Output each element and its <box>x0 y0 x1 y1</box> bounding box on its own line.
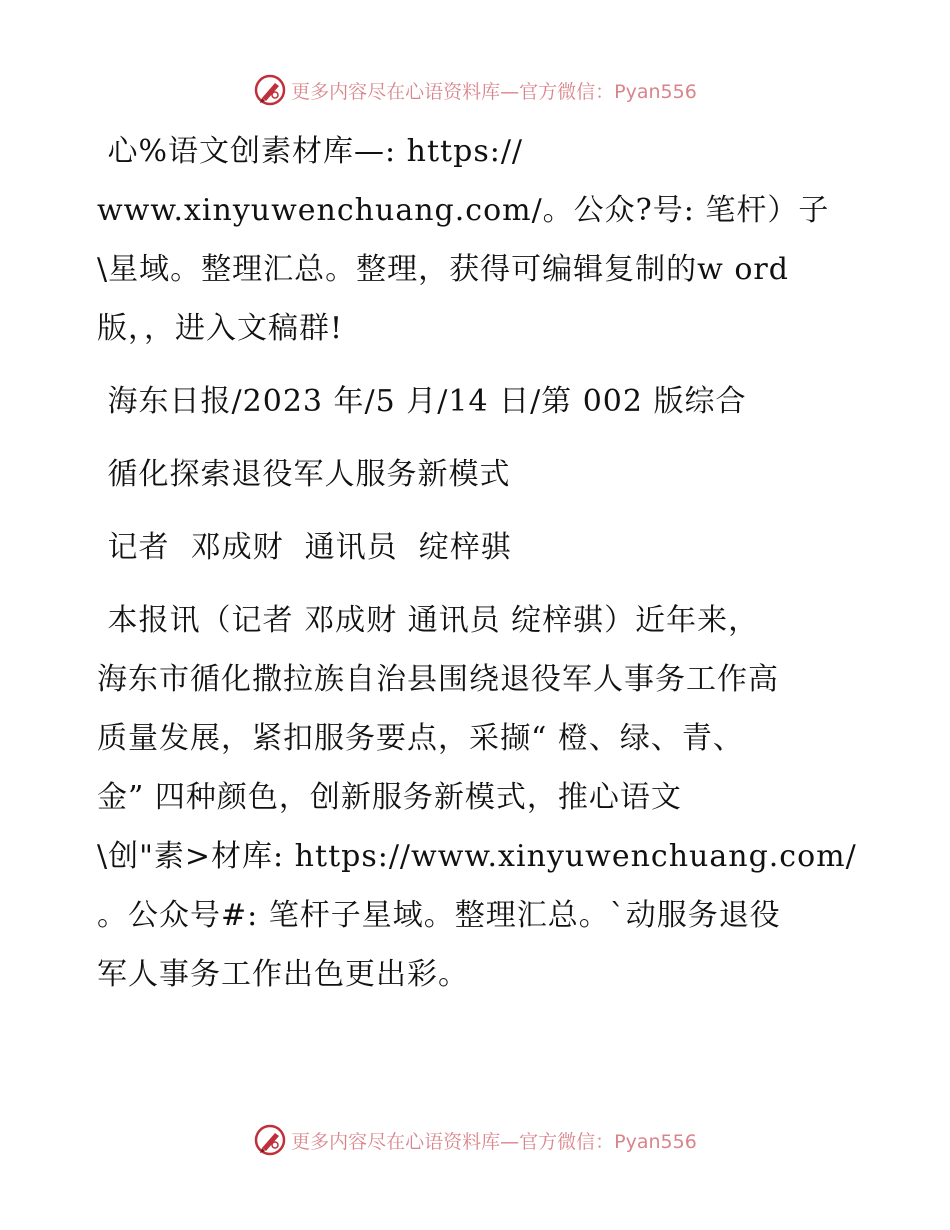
body-line: 本报讯（记者 邓成财 通讯员 绽梓骐）近年来， <box>97 603 760 638</box>
intro-line: \星域。整理汇总。整理，获得可编辑复制的w ord <box>97 252 789 287</box>
byline <box>97 518 867 577</box>
banner-text: 更多内容尽在心语资料库—官方微信：Pyan556 <box>291 80 697 103</box>
pen-seal-logo-icon <box>253 1123 287 1157</box>
intro-line: 心%语文创素材库—: https:// <box>97 134 524 169</box>
intro-paragraph <box>97 122 867 358</box>
body-line: 质量发展，紧扣服务要点，采撷“ 橙、绿、青、 <box>97 721 744 756</box>
headline <box>97 445 867 504</box>
dateline <box>97 372 867 431</box>
body-line: 海东市循化撒拉族自治县围绕退役军人事务工作高 <box>97 662 779 697</box>
body-line: 金” 四种颜色，创新服务新模式，推心语文 <box>97 780 682 815</box>
body-line: \创"素>材库: https://www.xinyuwenchuang.com/ <box>97 839 857 874</box>
body-line: 军人事务工作出色更出彩。 <box>97 957 469 992</box>
body-paragraph <box>97 591 867 1004</box>
intro-line: www.xinyuwenchuang.com/。公众?号: 笔杆）子 <box>97 193 830 228</box>
byline-text: 记者 邓成财 通讯员 绽梓骐 <box>97 530 512 565</box>
headline-text: 循化探索退役军人服务新模式 <box>97 457 511 492</box>
header-banner <box>0 70 950 110</box>
dateline-text: 海东日报/2023 年/5 月/14 日/第 002 版综合 <box>97 384 747 419</box>
banner-text: 更多内容尽在心语资料库—官方微信：Pyan556 <box>291 1130 697 1153</box>
body-line: 。公众号#: 笔杆子星域。整理汇总。`动服务退役 <box>97 898 781 933</box>
pen-seal-logo-icon <box>253 73 287 107</box>
document-body <box>97 122 867 1018</box>
intro-line: 版，，进入文稿群! <box>97 311 344 346</box>
footer-banner <box>0 1120 950 1160</box>
